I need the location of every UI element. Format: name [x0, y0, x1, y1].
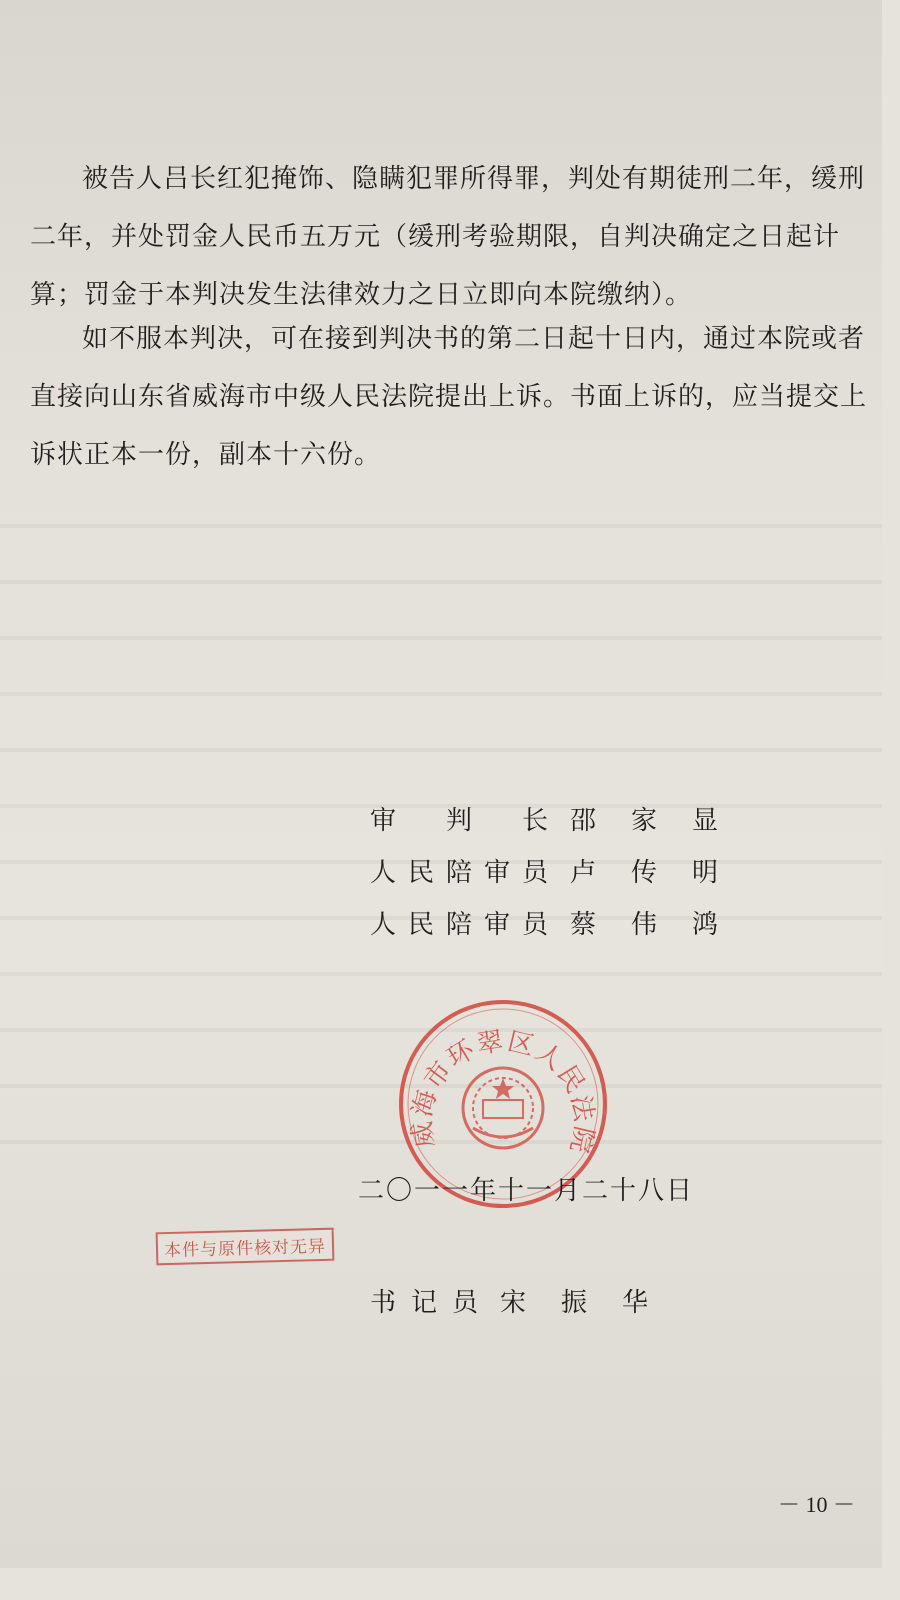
verification-stamp: 本件与原件核对无异: [156, 1228, 335, 1266]
signature-role: 人民陪审员: [370, 910, 550, 940]
page-number: － 10 －: [778, 1492, 856, 1517]
signature-name: 蔡伟鸿: [570, 910, 720, 940]
appeal-paragraph: 如不服本判决，可在接到判决书的第二日起十日内，通过本院或者直接向山东省威海市中级人民法院提出上诉。书面上诉的，应当提交上诉状正本一份，副本十六份。: [30, 324, 868, 470]
clerk-name: 宋振华: [500, 1288, 650, 1318]
signature-name: 卢传明: [570, 858, 720, 888]
signature-role: 审判长: [370, 806, 550, 836]
signature-juror-2: [370, 904, 720, 941]
seal-text: 威海市环翠区人民法院: [406, 1026, 600, 1158]
national-emblem-icon: [463, 1068, 543, 1148]
signature-juror-1: [370, 852, 720, 889]
signature-chief-judge: [370, 800, 720, 837]
signature-role: 人民陪审员: [370, 858, 550, 888]
signature-name: 邵家显: [570, 806, 720, 836]
clerk-signature: [370, 1282, 650, 1319]
clerk-role: 书记员: [370, 1288, 480, 1318]
verdict-paragraph: 被告人吕长红犯掩饰、隐瞒犯罪所得罪，判处有期徒刑二年，缓刑二年，并处罚金人民币五万元（缓刑考验期限，自判决确定之日起计算；罚金于本判决发生法律效力之日立即向本院缴纳）。: [30, 164, 866, 310]
judgment-date: 二〇一一年十一月二十八日: [358, 1176, 695, 1206]
